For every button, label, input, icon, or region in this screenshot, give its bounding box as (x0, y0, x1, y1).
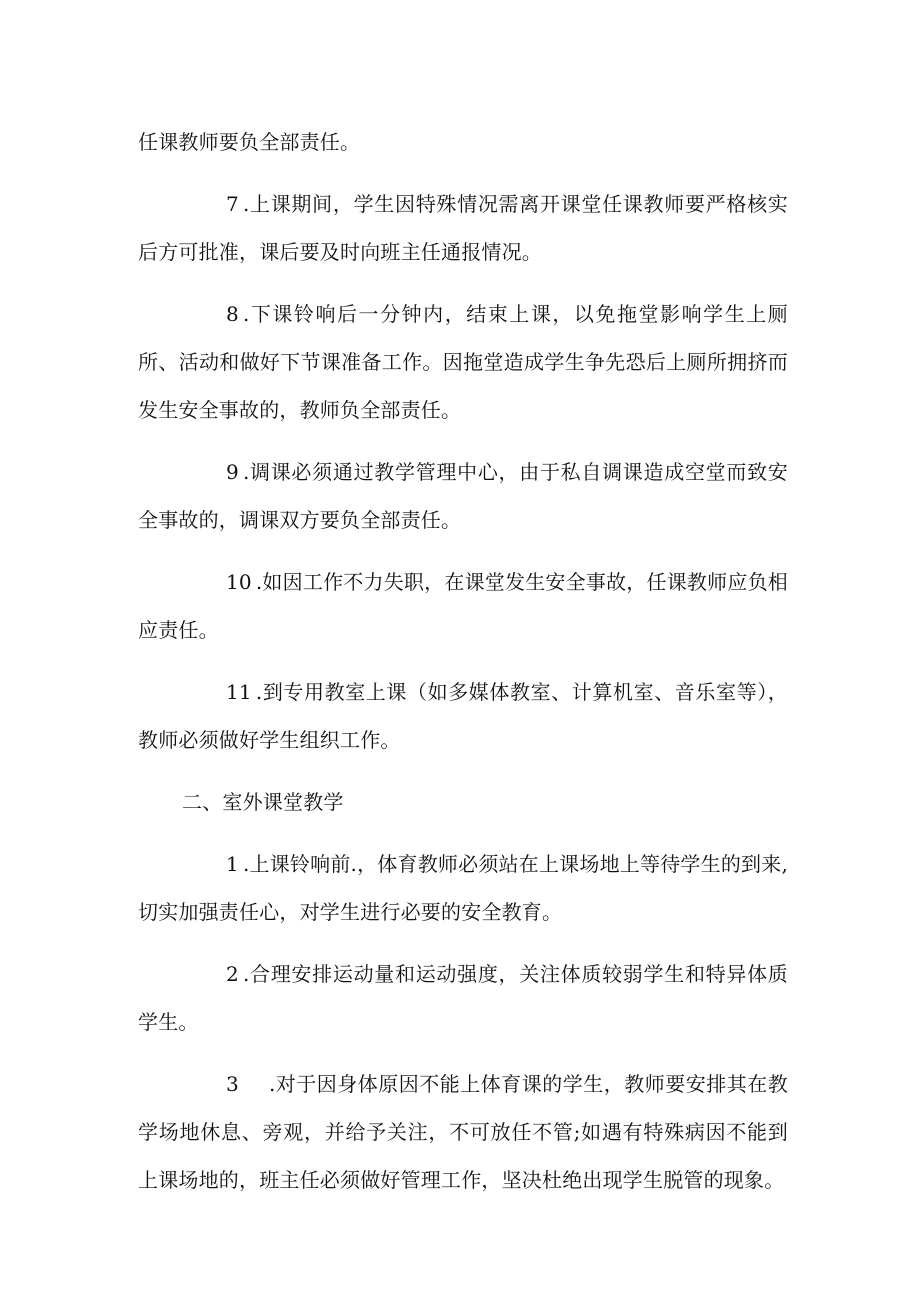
paragraph-continuation (138, 118, 788, 166)
paragraph-text: .对于因身体原因不能上体育课的学生，教师要安排其在教学场地休息、旁观，并给予关注，不可放任不管;如遇有特殊病因不能到上课场地的，班主任必须做好管理工作，坚决杜绝出现学生脱管的现象。 (138, 1072, 788, 1192)
item-number: 3 (226, 1072, 239, 1096)
section-heading-text: 二、室外课堂教学 (182, 790, 344, 814)
item-number: 2 (226, 962, 239, 986)
item-number: 11 (226, 680, 252, 704)
paragraph-text: .如因工作不力失职，在课堂发生安全事故，任课教师应负相应责任。 (138, 570, 788, 642)
paragraph-item-8 (138, 290, 788, 434)
paragraph-outdoor-1 (138, 840, 788, 936)
paragraph-outdoor-3 (138, 1060, 788, 1204)
section-heading (138, 778, 788, 826)
paragraph-item-11 (138, 668, 788, 764)
document-body (138, 118, 788, 1218)
paragraph-text: .下课铃响后一分钟内，结束上课，以免拖堂影响学生上厕所、活动和做好下节课准备工作。因拖堂造成学生争先恐后上厕所拥挤而发生安全事故的，教师负全部责任。 (138, 302, 788, 422)
item-number: 8 (226, 302, 239, 326)
paragraph-outdoor-2 (138, 950, 788, 1046)
paragraph-item-9 (138, 448, 788, 544)
paragraph-text: .调课必须通过教学管理中心，由于私自调课造成空堂而致安全事故的，调课双方要负全部责任。 (138, 460, 788, 532)
paragraph-text: .合理安排运动量和运动强度，关注体质较弱学生和特异体质学生。 (138, 962, 788, 1034)
paragraph-text: 任课教师要负全部责任。 (138, 130, 361, 154)
paragraph-text: .到专用教室上课（如多媒体教室、计算机室、音乐室等），教师必须做好学生组织工作。 (138, 680, 788, 752)
paragraph-text: .上课期间，学生因特殊情况需离开课堂任课教师要严格核实后方可批准，课后要及时向班主任通报情况。 (138, 192, 788, 264)
item-number: 7 (226, 192, 239, 216)
item-number: 9 (226, 460, 239, 484)
item-number: 10 (226, 570, 252, 594)
paragraph-item-10 (138, 558, 788, 654)
paragraph-text: .上课铃响前.，体育教师必须站在上课场地上等待学生的到来,切实加强责任心，对学生进行必要的安全教育。 (138, 852, 788, 924)
paragraph-item-7 (138, 180, 788, 276)
item-number: 1 (226, 852, 239, 876)
